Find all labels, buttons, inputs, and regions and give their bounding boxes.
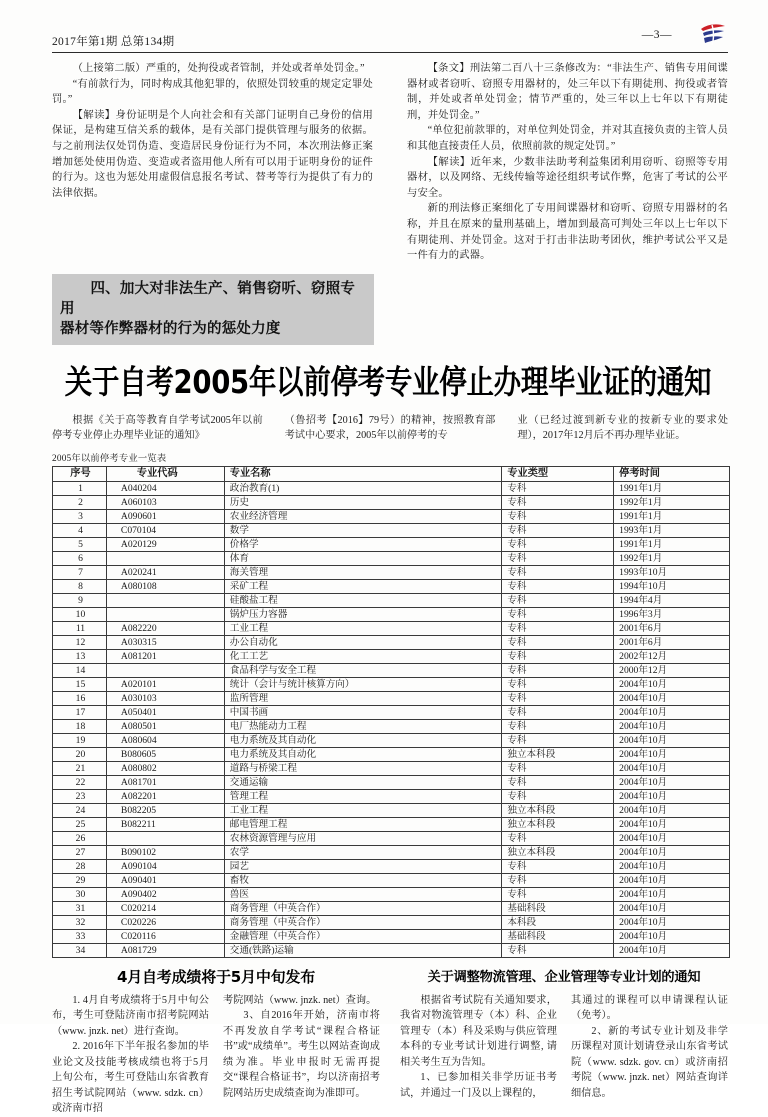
cell-name: 商务管理（中英合作） xyxy=(224,901,502,915)
cell-time: 2004年10月 xyxy=(614,943,730,957)
cell-no: 34 xyxy=(53,943,107,957)
table-row xyxy=(53,817,730,831)
cell-no: 15 xyxy=(53,677,107,691)
cell-no: 23 xyxy=(53,789,107,803)
top-right-text xyxy=(407,61,728,264)
cell-time: 1991年1月 xyxy=(614,509,730,523)
cell-type: 本科段 xyxy=(502,915,614,929)
cell-name: 电力系统及其自动化 xyxy=(224,733,502,747)
cell-time: 2001年6月 xyxy=(614,635,730,649)
cell-name: 工业工程 xyxy=(224,621,502,635)
table-body xyxy=(53,481,730,957)
cell-time: 1991年1月 xyxy=(614,481,730,495)
cell-type: 专科 xyxy=(502,523,614,537)
cell-type: 专科 xyxy=(502,565,614,579)
paragraph: 1、已参加相关非学历证书考试，并通过一门及以上课程的， xyxy=(400,1072,557,1099)
cell-code: A080501 xyxy=(106,719,224,733)
cell-no: 14 xyxy=(53,663,107,677)
cell-type: 基础科段 xyxy=(502,901,614,915)
cell-name: 道路与桥梁工程 xyxy=(224,761,502,775)
table-row xyxy=(53,481,730,495)
cell-time: 2004年10月 xyxy=(614,677,730,691)
table-row xyxy=(53,803,730,817)
cell-no: 24 xyxy=(53,803,107,817)
cell-time: 2004年10月 xyxy=(614,887,730,901)
table-row xyxy=(53,509,730,523)
table-row xyxy=(53,901,730,915)
cell-no: 22 xyxy=(53,775,107,789)
paragraph: 【条文】刑法第二百八十三条修改为：“非法生产、销售专用间谍器材或者窃听、窃照专用器材的，处三年以下有期徒刑、拘役或者管制，并处或者单处罚金；情节严重的，处三年以上七年以下有期徒刑，并处罚金。” xyxy=(407,63,728,121)
cell-name: 采矿工程 xyxy=(224,579,502,593)
cell-time: 2004年10月 xyxy=(614,929,730,943)
cell-code: A082201 xyxy=(106,789,224,803)
cell-time: 1992年1月 xyxy=(614,551,730,565)
table-row xyxy=(53,523,730,537)
cell-code: A080108 xyxy=(106,579,224,593)
cell-name: 政治教育(1) xyxy=(224,481,502,495)
table-row xyxy=(53,733,730,747)
cell-type: 基础科段 xyxy=(502,929,614,943)
cell-code: A081701 xyxy=(106,775,224,789)
cell-no: 28 xyxy=(53,859,107,873)
cell-name: 农林资源管理与应用 xyxy=(224,831,502,845)
cell-code: C020116 xyxy=(106,929,224,943)
cell-time: 2004年10月 xyxy=(614,915,730,929)
cell-no: 20 xyxy=(53,747,107,761)
article-left-columns xyxy=(52,993,380,1117)
cell-no: 9 xyxy=(53,593,107,607)
cell-name: 电厂热能动力工程 xyxy=(224,719,502,733)
cell-code: C020226 xyxy=(106,915,224,929)
section-heading xyxy=(52,274,374,345)
table-row xyxy=(53,747,730,761)
cell-time: 2004年10月 xyxy=(614,733,730,747)
table-row xyxy=(53,565,730,579)
cell-name: 海关管理 xyxy=(224,565,502,579)
cell-type: 专科 xyxy=(502,649,614,663)
cell-code: B082211 xyxy=(106,817,224,831)
cell-no: 17 xyxy=(53,705,107,719)
paragraph: “有前款行为，同时构成其他犯罪的，依照处罚较重的规定定罪处罚。” xyxy=(52,78,373,106)
cell-no: 12 xyxy=(53,635,107,649)
article-right-col-1 xyxy=(400,993,557,1102)
notice-intro-col-2 xyxy=(285,413,496,444)
article-left-title: 4月自考成绩将于5月中旬发布 xyxy=(116,967,316,986)
top-right-column xyxy=(407,61,728,264)
cell-no: 33 xyxy=(53,929,107,943)
article-left-col-1 xyxy=(52,993,209,1117)
cell-name: 统计（会计与统计核算方向） xyxy=(224,677,502,691)
cell-code xyxy=(106,831,224,845)
table-row xyxy=(53,551,730,565)
table-row xyxy=(53,705,730,719)
table-row xyxy=(53,775,730,789)
paragraph: 考院网站（www. jnzk. net）查询。 xyxy=(223,994,377,1006)
cell-type: 专科 xyxy=(502,873,614,887)
article-left-col-2 xyxy=(223,993,380,1117)
cell-time: 2001年6月 xyxy=(614,621,730,635)
table-row xyxy=(53,845,730,859)
cell-code: A081729 xyxy=(106,943,224,957)
cell-time: 2004年10月 xyxy=(614,747,730,761)
cell-name: 邮电管理工程 xyxy=(224,817,502,831)
cell-no: 8 xyxy=(53,579,107,593)
cell-time: 1994年4月 xyxy=(614,593,730,607)
col-header-code: 专业代码 xyxy=(106,466,224,481)
section-heading-line1: 四、加大对非法生产、销售窃听、窃照专用 xyxy=(60,280,356,317)
cell-type: 专科 xyxy=(502,495,614,509)
cell-code: A080604 xyxy=(106,733,224,747)
col-header-time: 停考时间 xyxy=(614,466,730,481)
table-row xyxy=(53,593,730,607)
cell-name: 监所管理 xyxy=(224,691,502,705)
cell-name: 交通(铁路)运输 xyxy=(224,943,502,957)
cell-type: 专科 xyxy=(502,775,614,789)
stopped-majors-table xyxy=(52,466,730,958)
table-row xyxy=(53,649,730,663)
table-caption: 2005年以前停考专业一览表 xyxy=(52,453,167,464)
paragraph: “单位犯前款罪的，对单位判处罚金，并对其直接负责的主管人员和其他直接责任人员，依照前款的规定处罚。” xyxy=(407,125,728,152)
cell-time: 1991年1月 xyxy=(614,537,730,551)
table-row xyxy=(53,607,730,621)
cell-name: 兽医 xyxy=(224,887,502,901)
cell-code: A030315 xyxy=(106,635,224,649)
cell-code xyxy=(106,607,224,621)
cell-name: 工业工程 xyxy=(224,803,502,817)
top-left-column xyxy=(52,61,373,264)
cell-no: 2 xyxy=(53,495,107,509)
cell-no: 4 xyxy=(53,523,107,537)
paragraph: 2. 2016年下半年报名参加的毕业论文及技能考核成绩也将于5月上旬公布，考生可登陆山东省教育招生考试院网站（www. sdzk. cn）或济南市招 xyxy=(52,1041,209,1115)
cell-time: 2004年10月 xyxy=(614,901,730,915)
table-row xyxy=(53,789,730,803)
section-heading-line2: 器材等作弊器材的行为的惩处力度 xyxy=(60,320,281,337)
paragraph: 业（已经过渡到新专业的按新专业的要求处理），2017年12月后不再办理毕业证。 xyxy=(517,414,729,442)
cell-code: A090104 xyxy=(106,859,224,873)
notice-intro-columns xyxy=(0,401,768,444)
cell-type: 独立本科段 xyxy=(502,845,614,859)
cell-type: 独立本科段 xyxy=(502,803,614,817)
table-row xyxy=(53,859,730,873)
paragraph: 根据《关于高等教育自学考试2005年以前停考专业停止办理毕业证的通知》 xyxy=(52,414,263,442)
cell-time: 2004年10月 xyxy=(614,803,730,817)
cell-no: 30 xyxy=(53,887,107,901)
cell-time: 2002年12月 xyxy=(614,649,730,663)
cell-type: 专科 xyxy=(502,691,614,705)
cell-time: 1992年1月 xyxy=(614,495,730,509)
cell-no: 32 xyxy=(53,915,107,929)
paragraph: （鲁招考【2016】79号）的精神，按照教育部考试中心要求，2005年以前停考的专 xyxy=(284,414,496,442)
cell-no: 5 xyxy=(53,537,107,551)
cell-name: 农业经济管理 xyxy=(224,509,502,523)
cell-name: 管理工程 xyxy=(224,789,502,803)
cell-code: A030103 xyxy=(106,691,224,705)
cell-code: A090601 xyxy=(106,509,224,523)
cell-type: 专科 xyxy=(502,705,614,719)
cell-code: A080802 xyxy=(106,761,224,775)
table-row xyxy=(53,579,730,593)
cell-no: 6 xyxy=(53,551,107,565)
cell-code: A020101 xyxy=(106,677,224,691)
cell-code: A081201 xyxy=(106,649,224,663)
paragraph: 【解读】近年来，少数非法助考利益集团利用窃听、窃照等专用器材，以及网络、无线传输等途径组织考试作弊，危害了考试的公平与安全。 xyxy=(407,156,728,199)
article-right-col-2 xyxy=(571,993,728,1102)
cell-code xyxy=(106,551,224,565)
cell-code xyxy=(106,593,224,607)
cell-code: C020214 xyxy=(106,901,224,915)
notice-intro-col-3 xyxy=(517,413,728,444)
paragraph: （上接第二版）严重的，处拘役或者管制，并处或者单处罚金。” xyxy=(72,63,365,74)
cell-name: 数学 xyxy=(224,523,502,537)
cell-name: 金融管理（中英合作） xyxy=(224,929,502,943)
cell-no: 13 xyxy=(53,649,107,663)
top-article-columns xyxy=(0,53,768,264)
bottom-articles xyxy=(0,958,768,1117)
cell-name: 历史 xyxy=(224,495,502,509)
cell-type: 专科 xyxy=(502,943,614,957)
table-row xyxy=(53,635,730,649)
table-row xyxy=(53,691,730,705)
cell-name: 硅酸盐工程 xyxy=(224,593,502,607)
cell-time: 1993年1月 xyxy=(614,523,730,537)
paragraph: 根据省考试院有关通知要求，我省对物流管理专（本）科、企业管理专（本）科及采购与供应管理本科的专业考试计划进行调整, 请相关考生互为告知。 xyxy=(400,994,557,1068)
cell-code: B090102 xyxy=(106,845,224,859)
cell-name: 办公自动化 xyxy=(224,635,502,649)
cell-code: B082205 xyxy=(106,803,224,817)
cell-name: 交通运输 xyxy=(224,775,502,789)
article-right-columns xyxy=(400,993,728,1102)
paragraph: 2、新的考试专业计划及非学历课程对顶计划请登录山东省考试院（www. sdzk. gov. cn）或济南招考院（www. jnzk. net）网站查询详细信息。 xyxy=(571,1025,728,1099)
cell-code xyxy=(106,663,224,677)
cell-no: 1 xyxy=(53,481,107,495)
cell-no: 18 xyxy=(53,719,107,733)
table-row xyxy=(53,663,730,677)
paragraph: 【解读】身份证明是个人向社会和有关部门证明自己身份的信用保证，是构建互信关系的载体，是有关部门提供管理与服务的依据。与之前刑法仅处罚伪造、变造居民身份证行为不同，本次刑法修正案增加惩处使用伪造、变造或者盗用他人所有可以用于证明身份的证件的行为。这也为惩处用虚假信息报名考试、替考等行为提供了有力的法律依据。 xyxy=(52,109,373,199)
cell-code: A082220 xyxy=(106,621,224,635)
table-row xyxy=(53,761,730,775)
table-row xyxy=(53,943,730,957)
table-row xyxy=(53,719,730,733)
cell-type: 专科 xyxy=(502,593,614,607)
cell-code: A020241 xyxy=(106,565,224,579)
masthead-right xyxy=(642,22,728,49)
cell-time: 2004年10月 xyxy=(614,831,730,845)
table-row xyxy=(53,873,730,887)
cell-time: 2004年10月 xyxy=(614,705,730,719)
table-row xyxy=(53,929,730,943)
cell-type: 专科 xyxy=(502,579,614,593)
cell-type: 专科 xyxy=(502,509,614,523)
cell-no: 25 xyxy=(53,817,107,831)
cell-type: 专科 xyxy=(502,481,614,495)
cell-code: A060103 xyxy=(106,495,224,509)
cell-name: 食品科学与安全工程 xyxy=(224,663,502,677)
cell-no: 21 xyxy=(53,761,107,775)
table-row xyxy=(53,887,730,901)
cell-type: 专科 xyxy=(502,677,614,691)
paragraph: 新的刑法修正案细化了专用间谍器材和窃听、窃照专用器材的名称，并且在原来的量刑基础上，增加到最高可判处三年以上七年以下有期徒刑、并处罚金。这对于打击非法助考团伙，维护考试公平又是一件有力的武器。 xyxy=(407,203,728,262)
cell-time: 2004年10月 xyxy=(614,761,730,775)
main-headline: 关于自考2005年以前停考专业停止办理毕业证的通知 xyxy=(64,362,712,401)
cell-no: 19 xyxy=(53,733,107,747)
cell-type: 专科 xyxy=(502,719,614,733)
cell-time: 2000年12月 xyxy=(614,663,730,677)
cell-type: 专科 xyxy=(502,733,614,747)
table-row xyxy=(53,831,730,845)
cell-no: 11 xyxy=(53,621,107,635)
cell-code: C070104 xyxy=(106,523,224,537)
article-right xyxy=(400,968,728,1117)
cell-time: 1996年3月 xyxy=(614,607,730,621)
cell-type: 专科 xyxy=(502,551,614,565)
cell-time: 2004年10月 xyxy=(614,775,730,789)
issue-line: 2017年第1期 总第134期 xyxy=(52,36,175,48)
cell-name: 农学 xyxy=(224,845,502,859)
cell-no: 10 xyxy=(53,607,107,621)
article-left xyxy=(52,968,380,1117)
masthead xyxy=(0,0,768,52)
cell-time: 2004年10月 xyxy=(614,719,730,733)
table-header-row xyxy=(53,466,730,481)
cell-type: 独立本科段 xyxy=(502,747,614,761)
cell-type: 独立本科段 xyxy=(502,817,614,831)
cell-no: 7 xyxy=(53,565,107,579)
cell-time: 2004年10月 xyxy=(614,859,730,873)
cell-no: 16 xyxy=(53,691,107,705)
cell-no: 27 xyxy=(53,845,107,859)
main-headline-wrap xyxy=(0,345,768,401)
cell-time: 1994年10月 xyxy=(614,579,730,593)
cell-type: 专科 xyxy=(502,621,614,635)
col-header-type: 专业类型 xyxy=(502,466,614,481)
cell-time: 1993年10月 xyxy=(614,565,730,579)
cell-time: 2004年10月 xyxy=(614,845,730,859)
cell-time: 2004年10月 xyxy=(614,873,730,887)
cell-name: 价格学 xyxy=(224,537,502,551)
cell-type: 专科 xyxy=(502,607,614,621)
cell-code: A090402 xyxy=(106,887,224,901)
cell-no: 26 xyxy=(53,831,107,845)
cell-code: A090401 xyxy=(106,873,224,887)
cell-name: 电力系统及其自动化 xyxy=(224,747,502,761)
top-left-text xyxy=(52,61,373,201)
cell-name: 畜牧 xyxy=(224,873,502,887)
paragraph: 1. 4月自考成绩将于5月中旬公布，考生可登陆济南市招考院网站（www. jnzk. net）进行查询。 xyxy=(52,994,209,1037)
cell-type: 专科 xyxy=(502,859,614,873)
cell-no: 29 xyxy=(53,873,107,887)
cell-no: 3 xyxy=(53,509,107,523)
cell-time: 2004年10月 xyxy=(614,691,730,705)
cell-time: 2004年10月 xyxy=(614,789,730,803)
paragraph: 3、自2016年开始，济南市将不再发放自学考试“课程合格证书”或“成绩单”。考生以网站查询成绩为准。毕业申报时无需再提交“课程合格证书”，均以济南招考院网站历史成绩查询为准即可。 xyxy=(223,1010,380,1099)
cell-name: 化工工艺 xyxy=(224,649,502,663)
cell-name: 中国书画 xyxy=(224,705,502,719)
cell-name: 商务管理（中英合作） xyxy=(224,915,502,929)
table-row xyxy=(53,621,730,635)
cell-type: 专科 xyxy=(502,537,614,551)
cell-type: 专科 xyxy=(502,887,614,901)
notice-intro-col-1 xyxy=(52,413,263,444)
table-row xyxy=(53,495,730,509)
cell-type: 专科 xyxy=(502,663,614,677)
table-row xyxy=(53,677,730,691)
cell-code: B080605 xyxy=(106,747,224,761)
cell-type: 专科 xyxy=(502,761,614,775)
article-right-title: 关于调整物流管理、企业管理等专业计划的通知 xyxy=(427,969,701,985)
table-row xyxy=(53,915,730,929)
table-row xyxy=(53,537,730,551)
col-header-name: 专业名称 xyxy=(224,466,502,481)
cell-time: 2004年10月 xyxy=(614,817,730,831)
cell-type: 专科 xyxy=(502,635,614,649)
cell-name: 锅炉压力容器 xyxy=(224,607,502,621)
cell-code: A050401 xyxy=(106,705,224,719)
cell-code: A020129 xyxy=(106,537,224,551)
cell-name: 园艺 xyxy=(224,859,502,873)
cell-type: 专科 xyxy=(502,789,614,803)
cell-name: 体育 xyxy=(224,551,502,565)
publisher-logo-icon xyxy=(698,22,728,48)
page-number: —3— xyxy=(641,29,672,41)
col-header-no: 序号 xyxy=(53,466,107,481)
cell-no: 31 xyxy=(53,901,107,915)
cell-type: 专科 xyxy=(502,831,614,845)
cell-code: A040204 xyxy=(106,481,224,495)
paragraph: 其通过的课程可以申请课程认证（免考）。 xyxy=(571,994,728,1022)
table-head xyxy=(53,466,730,481)
